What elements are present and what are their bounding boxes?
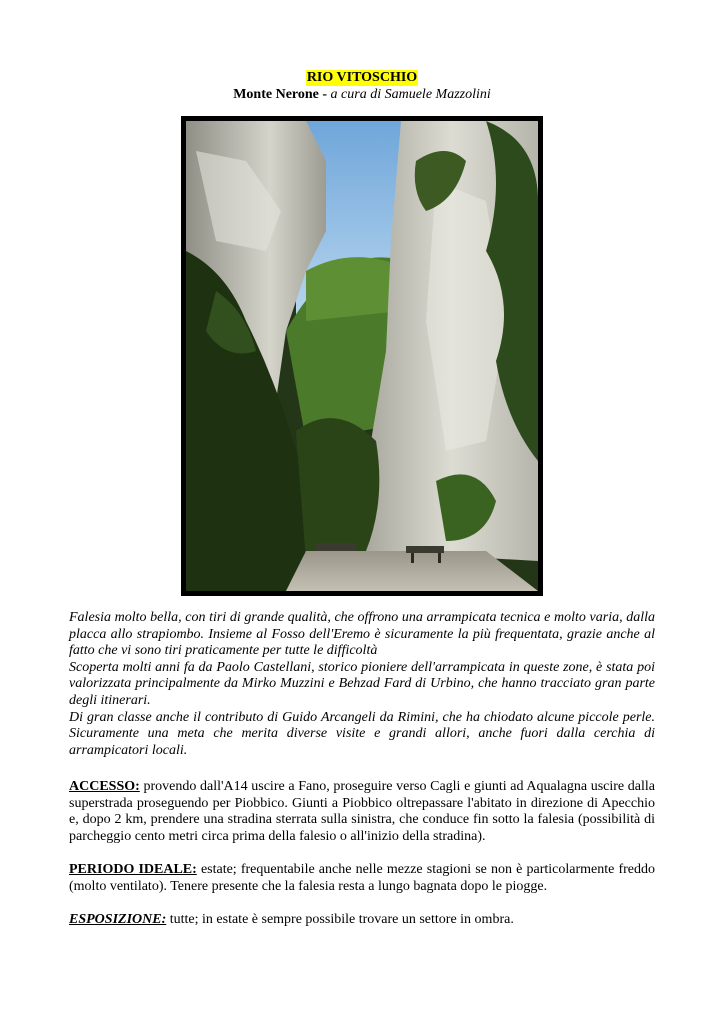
- gorge-photo-icon: [186, 121, 538, 591]
- page-title: RIO VITOSCHIO: [306, 70, 418, 85]
- access-section: [69, 779, 655, 845]
- title-wrap: [0, 68, 724, 86]
- exposure-label: ESPOSIZIONE:: [69, 912, 167, 927]
- exposure-text: tutte; in estate è sempre possibile trovare un settore in ombra.: [166, 912, 514, 927]
- location-name: Monte Nerone -: [233, 87, 331, 102]
- subtitle: [0, 86, 724, 103]
- exposure-section: [69, 912, 655, 929]
- intro-text: [69, 610, 655, 759]
- period-text: estate; frequentabile anche nelle mezze stagioni se non è particolarmente freddo (molto ventilato). Tenere presente che la falesia resta a lungo bagnata dopo le piogge.: [69, 862, 655, 894]
- author-credit: a cura di Samuele Mazzolini: [330, 87, 491, 102]
- period-section: [69, 862, 655, 895]
- intro-paragraph: Di gran classe anche il contributo di Guido Arcangeli da Rimini, che ha chiodato alcune piccole perle. Sicuramente una meta che merita diverse visite e grandi allori, anche fuori dalla cerchia di arrampicatori locali.: [69, 709, 655, 758]
- access-text: provendo dall'A14 uscire a Fano, proseguire verso Cagli e giunti ad Aqualagna uscire dalla superstrada proseguendo per Piobbico. Giunti a Piobbico oltrepassare l'abitato in direzione di Apecchio e, dopo 2 km, prendere una stradina sterrata sulla sinistra, che conduce fin sotto la falesia (possibilità di parcheggio cento metri circa prima della falesio o all'inizio della stradina).: [69, 779, 655, 844]
- intro-paragraph: Scoperta molti anni fa da Paolo Castellani, storico pioniere dell'arrampicata in queste zone, è stata poi valorizzata principalmente da Mirko Muzzini e Behzad Fard di Urbino, che hanno tracciato gran parte degli itinerari.: [69, 659, 655, 708]
- gorge-photo: [181, 116, 543, 596]
- period-label: PERIODO IDEALE:: [69, 862, 197, 877]
- intro-paragraph: Falesia molto bella, con tiri di grande qualità, che offrono una arrampicata tecnica e molto varia, dalla placca allo strapiombo. Insieme al Fosso dell'Eremo è sicuramente la più frequentata, grazie anche al fatto che vi sono tiri praticamente per tutte le difficoltà: [69, 610, 655, 659]
- access-label: ACCESSO:: [69, 779, 140, 794]
